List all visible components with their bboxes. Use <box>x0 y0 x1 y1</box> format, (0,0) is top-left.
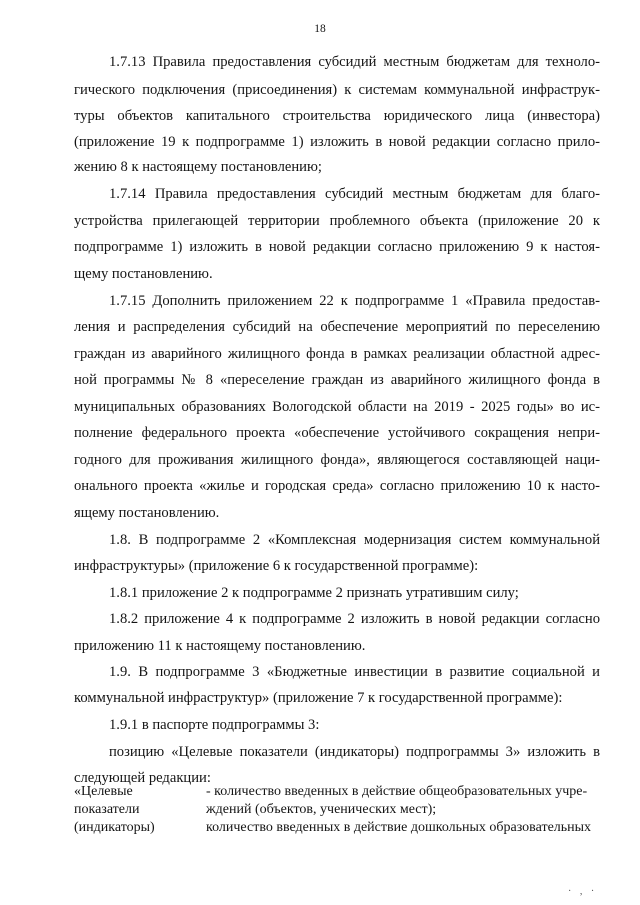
text-line: годного для проживания жилищного фонда», являющегося составляющей наци- <box>74 452 600 468</box>
text-line: 1.8. В подпрограмме 2 «Комплексная модернизация систем коммунальной <box>109 532 600 548</box>
table-row <box>74 819 614 837</box>
text-line: (приложение 19 к подпрограмме 1) изложить в новой редакции согласно прило- <box>74 134 600 150</box>
text-line: ления и распределения субсидий на обеспечение мероприятий по переселению <box>74 319 600 335</box>
text-line: щему постановлению. <box>74 266 213 282</box>
text-line: инфраструктуры» (приложение 6 к государственной программе): <box>74 558 479 574</box>
table-label-line: (индикаторы) <box>74 820 155 835</box>
text-line: ящему постановлению. <box>74 505 220 521</box>
text-line: жению 8 к настоящему постановлению; <box>74 159 322 175</box>
text-line: 1.8.1 приложение 2 к подпрограмме 2 признать утратившим силу; <box>109 585 519 601</box>
text-line: граждан из аварийного жилищного фонда в рамках реализации областной адрес- <box>74 346 600 362</box>
text-line: гического подключения (присоединения) к системам коммунальной инфраструк- <box>74 82 600 98</box>
text-line: муниципальных образованиях Вологодской области на 2019 - 2025 годы» во ис- <box>74 399 600 415</box>
text-line: 1.7.15 Дополнить приложением 22 к подпрограмме 1 «Правила предостав- <box>109 293 600 309</box>
table-row <box>74 783 614 801</box>
text-line: коммунальной инфраструктур» (приложение 7 к государственной программе): <box>74 690 563 706</box>
text-line: 1.9.1 в паспорте подпрограммы 3: <box>109 717 320 733</box>
text-line: приложению 11 к настоящему постановлению. <box>74 638 366 654</box>
text-line: устройства прилегающей территории проблемного объекта (приложение 20 к <box>74 213 600 229</box>
table-label-line: «Целевые <box>74 784 133 799</box>
text-line: подпрограмме 1) изложить в новой редакции согласно приложению 9 к настоя- <box>74 239 600 255</box>
table-value-line: количество введенных в действие дошкольных образовательных <box>206 820 592 835</box>
text-line: онального проекта «жилье и городская среда» согласно приложению 10 к насто- <box>74 478 600 494</box>
table-label-line: показатели <box>74 802 140 817</box>
text-line: позицию «Целевые показатели (индикаторы) подпрограммы 3» изложить в <box>109 744 600 760</box>
table-row <box>74 801 614 819</box>
text-line: 1.7.14 Правила предоставления субсидий местным бюджетам для благо- <box>109 186 600 202</box>
text-line: полнение федерального проекта «обеспечение устойчивого сокращения непри- <box>74 425 600 441</box>
text-line: 1.8.2 приложение 4 к подпрограмме 2 изложить в новой редакции согласно <box>109 611 600 627</box>
text-line: 1.9. В подпрограмме 3 «Бюджетные инвестиции в развитие социальной и <box>109 664 600 680</box>
page-number: 18 <box>314 23 326 35</box>
text-line: ной программы № 8 «переселение граждан из аварийного жилищного фонда в <box>74 372 600 388</box>
text-line: туры объектов капитального строительства юридического лица (инвестора) <box>74 108 600 124</box>
table-value-line: ждений (объектов, ученических мест); <box>206 802 437 817</box>
corner-mark: · , · <box>568 886 598 897</box>
text-line: следующей редакции: <box>74 770 211 786</box>
table-value-line: - количество введенных в действие общеобразовательных учре- <box>206 784 588 799</box>
text-line: 1.7.13 Правила предоставления субсидий местным бюджетам для техноло- <box>109 54 600 70</box>
